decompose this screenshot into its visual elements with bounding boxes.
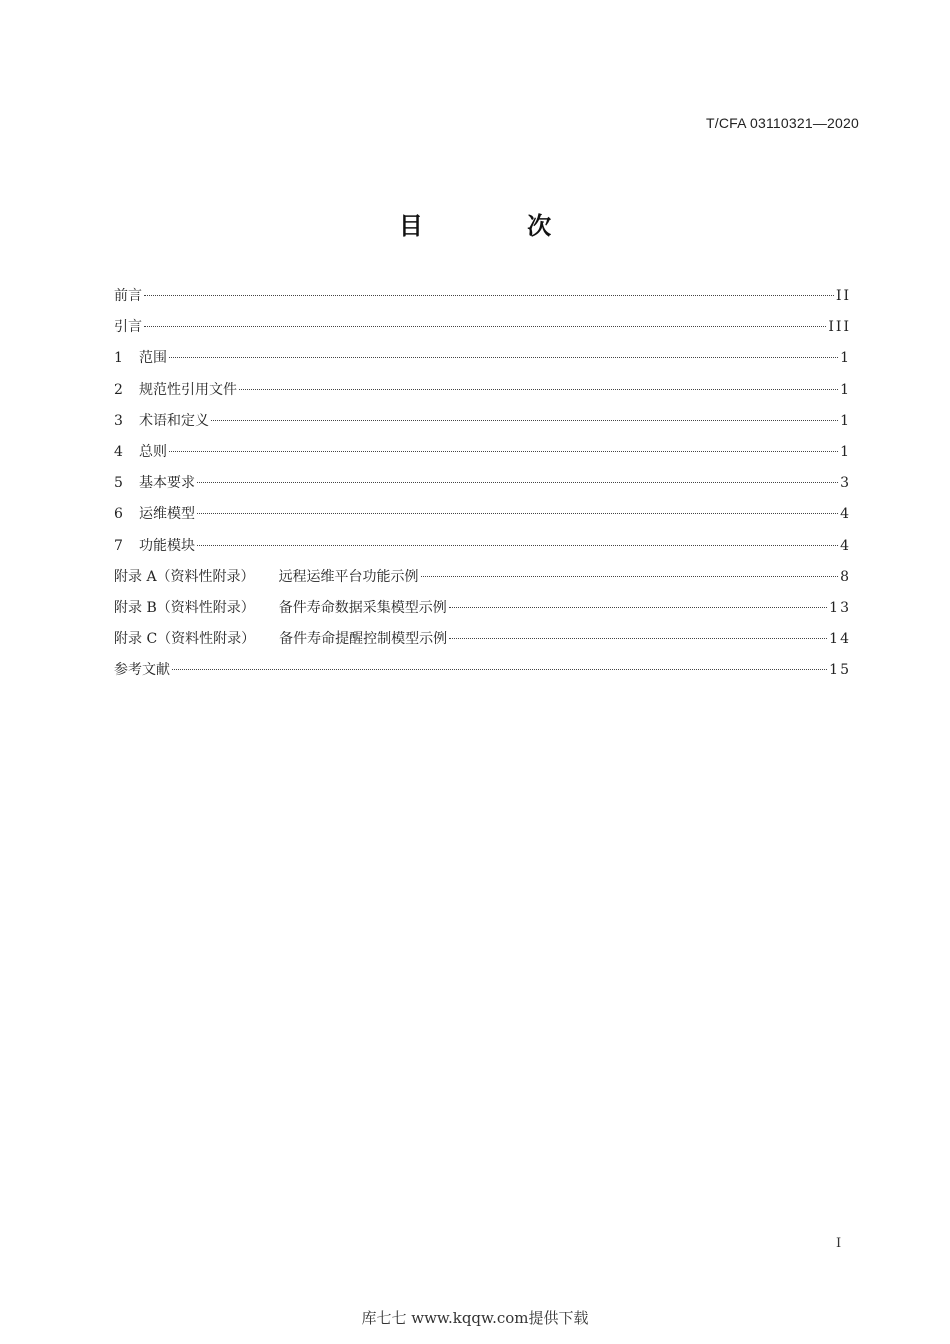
toc-entry-page: 3 xyxy=(840,475,851,492)
toc-entry[interactable] xyxy=(114,380,851,411)
toc-entry-label: 术语和定义 xyxy=(139,412,209,429)
toc-entry[interactable] xyxy=(114,317,851,348)
toc-dot-leader xyxy=(421,576,839,577)
footer-credit: 库七七 www.kqqw.com提供下载 xyxy=(361,1309,589,1327)
toc-entry[interactable] xyxy=(114,504,851,535)
toc-entry-label: 总则 xyxy=(139,443,167,460)
toc-entry-page: 1 xyxy=(840,381,851,398)
toc-entry-number: 3 xyxy=(114,412,123,429)
toc-entry-page: 1 xyxy=(840,412,851,429)
toc-entry-page: 4 xyxy=(840,537,851,554)
toc-dot-leader xyxy=(197,513,838,514)
toc-entry-label: 附录 C（资料性附录） xyxy=(114,631,256,648)
toc-entry[interactable] xyxy=(114,473,851,504)
toc-entry-label: 范围 xyxy=(139,350,167,367)
toc-entry-label: 引言 xyxy=(114,319,142,336)
toc-entry-page: 14 xyxy=(829,631,851,648)
toc-entry-page: III xyxy=(828,319,851,336)
document-code: T/CFA 03110321—2020 xyxy=(706,115,859,131)
toc-entry-number: 4 xyxy=(114,443,123,460)
toc-entry[interactable] xyxy=(114,442,851,473)
toc-dot-leader xyxy=(197,545,838,546)
toc-dot-leader xyxy=(449,607,827,608)
toc-entry-label: 附录 A（资料性附录） xyxy=(114,568,255,585)
toc-dot-leader xyxy=(172,669,827,670)
toc-dot-leader xyxy=(144,295,834,296)
toc-dot-leader xyxy=(449,638,827,639)
toc-dot-leader xyxy=(239,389,838,390)
toc-entry-number: 5 xyxy=(114,475,123,492)
table-of-contents xyxy=(114,286,851,691)
toc-entry-page: 4 xyxy=(840,506,851,523)
toc-entry-page: 13 xyxy=(829,599,851,616)
toc-entry-page: 1 xyxy=(840,350,851,367)
toc-entry[interactable] xyxy=(114,567,851,598)
toc-entry-subtitle: 远程运维平台功能示例 xyxy=(278,568,419,585)
toc-entry-number: 2 xyxy=(114,381,123,398)
toc-entry-subtitle: 备件寿命数据采集模型示例 xyxy=(278,599,447,616)
toc-entry-number: 7 xyxy=(114,537,123,554)
toc-entry[interactable] xyxy=(114,536,851,567)
toc-dot-leader xyxy=(144,326,826,327)
toc-entry-page: 8 xyxy=(840,568,851,585)
toc-title: 目 次 xyxy=(398,212,600,240)
toc-entry[interactable] xyxy=(114,348,851,379)
toc-dot-leader xyxy=(197,482,838,483)
toc-entry[interactable] xyxy=(114,660,851,691)
toc-entry-label: 前言 xyxy=(114,288,142,304)
toc-entry-page: 1 xyxy=(840,443,851,460)
toc-entry[interactable] xyxy=(114,629,851,660)
toc-entry-label: 参考文献 xyxy=(114,662,170,679)
toc-dot-leader xyxy=(211,420,838,421)
toc-entry-page: 15 xyxy=(829,662,851,679)
toc-entry-label: 附录 B（资料性附录） xyxy=(114,599,255,616)
toc-dot-leader xyxy=(169,451,838,452)
toc-entry-label: 基本要求 xyxy=(139,475,195,492)
toc-entry-label: 功能模块 xyxy=(139,537,195,554)
toc-entry[interactable] xyxy=(114,411,851,442)
toc-entry-number: 1 xyxy=(114,350,123,367)
toc-entry-subtitle: 备件寿命提醒控制模型示例 xyxy=(279,631,448,648)
toc-entry[interactable] xyxy=(114,598,851,629)
toc-entry-number: 6 xyxy=(114,506,123,523)
toc-entry-page: II xyxy=(835,288,851,304)
toc-entry[interactable] xyxy=(114,286,851,317)
page-number: I xyxy=(836,1236,842,1251)
toc-entry-label: 运维模型 xyxy=(139,506,195,523)
toc-entry-label: 规范性引用文件 xyxy=(139,381,237,398)
toc-dot-leader xyxy=(169,357,838,358)
